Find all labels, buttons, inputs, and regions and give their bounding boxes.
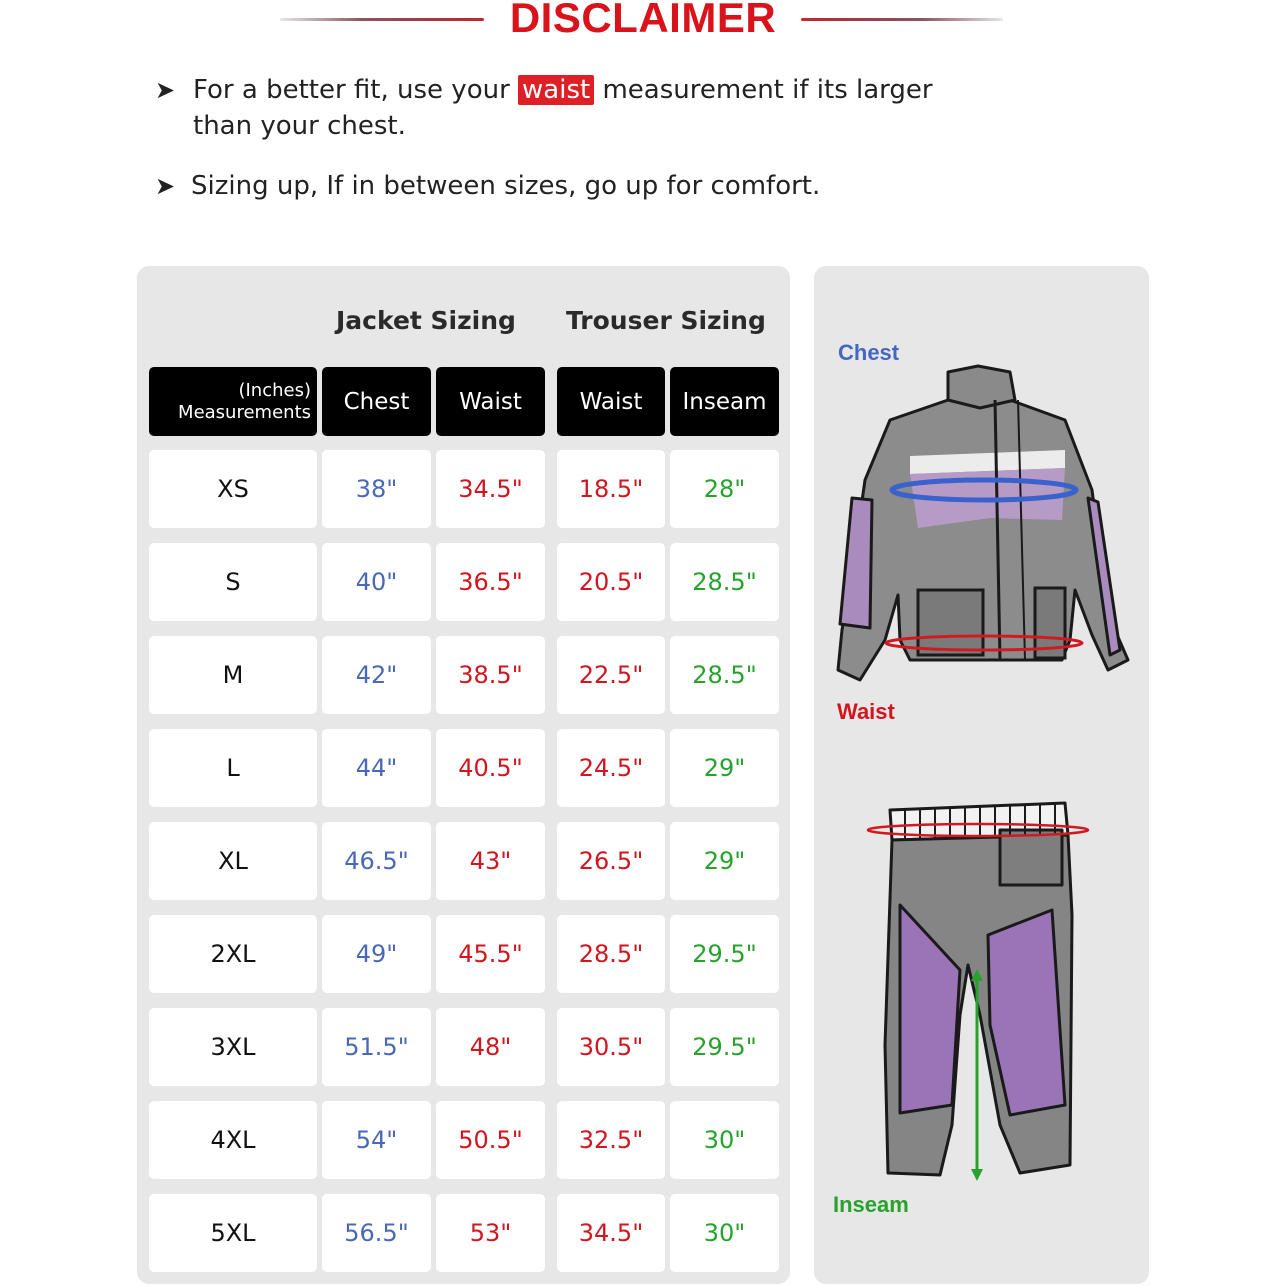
bullet-2-text: Sizing up, If in between sizes, go up for comfort.: [191, 171, 821, 201]
cell-trouser-waist: 32.5": [557, 1101, 665, 1179]
trouser-sizing-title: Trouser Sizing: [566, 306, 766, 335]
cell-jacket-waist: 53": [436, 1194, 545, 1272]
cell-size: XS: [149, 450, 317, 528]
bullet-1-before: For a better fit, use your: [193, 75, 519, 105]
cell-jacket-chest: 38": [322, 450, 431, 528]
arrowhead-bullet-icon: ➤: [155, 172, 176, 200]
cell-trouser-inseam: 30": [670, 1101, 779, 1179]
cell-jacket-waist: 45.5": [436, 915, 545, 993]
header-measurements-label: Measurements: [178, 401, 311, 423]
cell-size: 3XL: [149, 1008, 317, 1086]
header-measurements-unit: (Inches): [238, 379, 311, 401]
cell-trouser-waist: 30.5": [557, 1008, 665, 1086]
cell-trouser-inseam: 29.5": [670, 1008, 779, 1086]
waist-label: Waist: [837, 699, 895, 724]
cell-trouser-inseam: 28.5": [670, 636, 779, 714]
cell-jacket-waist: 34.5": [436, 450, 545, 528]
cell-jacket-waist: 38.5": [436, 636, 545, 714]
arrowhead-bullet-icon: ➤: [155, 76, 176, 104]
cell-trouser-inseam: 29.5": [670, 915, 779, 993]
header-trouser-inseam: Inseam: [670, 367, 779, 436]
cell-jacket-waist: 43": [436, 822, 545, 900]
cell-trouser-inseam: 29": [670, 822, 779, 900]
bullet-1-after: measurement if its larger: [594, 75, 933, 105]
header-jacket-chest: Chest: [322, 367, 431, 436]
bullet-1-text: [193, 72, 1093, 144]
cell-jacket-waist: 36.5": [436, 543, 545, 621]
cell-size: S: [149, 543, 317, 621]
cell-jacket-chest: 40": [322, 543, 431, 621]
header-trouser-waist: Waist: [557, 367, 665, 436]
cell-trouser-waist: 18.5": [557, 450, 665, 528]
cell-trouser-inseam: 29": [670, 729, 779, 807]
disclaimer-title-text: DISCLAIMER: [509, 0, 777, 41]
cell-size: 5XL: [149, 1194, 317, 1272]
bullet-1-line2: than your chest.: [193, 111, 406, 141]
cell-size: 4XL: [149, 1101, 317, 1179]
cell-jacket-chest: 51.5": [322, 1008, 431, 1086]
cell-size: M: [149, 636, 317, 714]
decorative-line-right: [801, 18, 1003, 21]
waist-highlight: waist: [518, 75, 594, 105]
header-measurements: [149, 367, 317, 436]
cell-trouser-waist: 24.5": [557, 729, 665, 807]
cell-trouser-waist: 22.5": [557, 636, 665, 714]
cell-size: L: [149, 729, 317, 807]
cell-jacket-chest: 42": [322, 636, 431, 714]
cell-jacket-chest: 46.5": [322, 822, 431, 900]
cell-jacket-waist: 48": [436, 1008, 545, 1086]
cell-trouser-inseam: 28": [670, 450, 779, 528]
cell-jacket-waist: 40.5": [436, 729, 545, 807]
cell-trouser-waist: 28.5": [557, 915, 665, 993]
header-jacket-waist: Waist: [436, 367, 545, 436]
cell-trouser-waist: 34.5": [557, 1194, 665, 1272]
cell-size: 2XL: [149, 915, 317, 993]
jacket-illustration: [830, 360, 1140, 700]
trouser-illustration: [860, 795, 1095, 1190]
cell-trouser-inseam: 28.5": [670, 543, 779, 621]
cell-jacket-chest: 56.5": [322, 1194, 431, 1272]
cell-jacket-chest: 54": [322, 1101, 431, 1179]
disclaimer-title: [0, 0, 1286, 42]
cell-jacket-waist: 50.5": [436, 1101, 545, 1179]
cell-jacket-chest: 44": [322, 729, 431, 807]
chest-label: Chest: [838, 340, 900, 365]
cell-trouser-waist: 26.5": [557, 822, 665, 900]
cell-jacket-chest: 49": [322, 915, 431, 993]
jacket-sizing-title: Jacket Sizing: [336, 306, 516, 335]
inseam-label: Inseam: [833, 1192, 909, 1217]
cell-trouser-waist: 20.5": [557, 543, 665, 621]
cell-trouser-inseam: 30": [670, 1194, 779, 1272]
cell-size: XL: [149, 822, 317, 900]
